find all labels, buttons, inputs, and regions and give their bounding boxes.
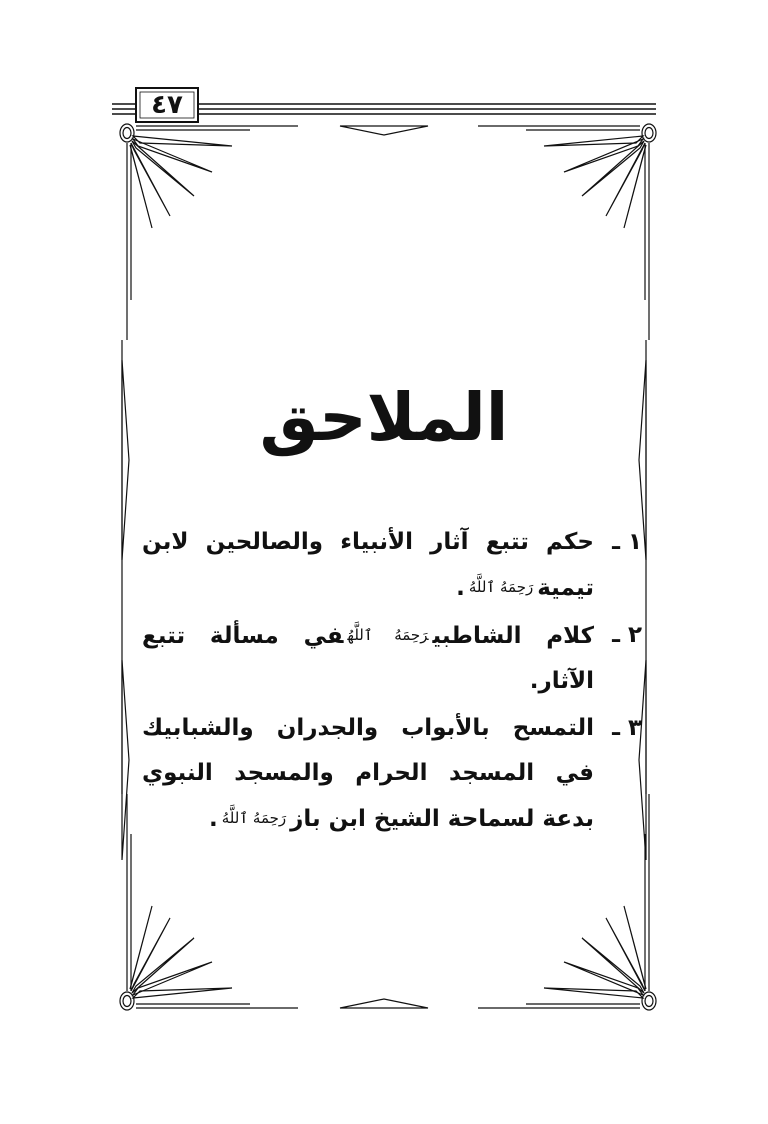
list-item-body: التمسح بالأبواب والجدران والشبابيك في المسجد الحرام والمسجد النبوي بدعة لسماحة الشيخ ابن باز [142, 715, 594, 832]
list-item [142, 613, 642, 704]
page-title: الملاحق [259, 379, 509, 456]
corner-ornament-top-left [120, 124, 298, 340]
list-item-end: . [456, 575, 465, 601]
appendix-list [142, 520, 642, 844]
page-number: ٤٧ [151, 90, 183, 120]
list-item [142, 706, 642, 842]
list-item-body: حكم تتبع آثار الأنبياء والصالحين لابن تيمية [142, 529, 594, 601]
corner-ornament-top-right [478, 124, 656, 340]
list-item-body-continued: في مسألة تتبع الآثار. [142, 623, 594, 694]
honorific-mark: رَحِمَهُ ٱللَّهُ [221, 809, 287, 827]
honorific-mark: رَحِمَهُ ٱللَّهُ [347, 626, 429, 644]
list-item-text [142, 706, 594, 842]
list-item-body: كلام الشاطبي [432, 623, 594, 649]
list-item-text [142, 613, 594, 704]
list-item-end: . [209, 806, 218, 832]
honorific-mark: رَحِمَهُ ٱللَّهُ [468, 578, 534, 596]
list-item-number: ٢ ـ [612, 622, 642, 648]
list-item [142, 520, 642, 611]
list-item-number: ١ ـ [612, 529, 642, 555]
list-item-text [142, 520, 594, 611]
list-item-number: ٣ ـ [612, 715, 642, 741]
